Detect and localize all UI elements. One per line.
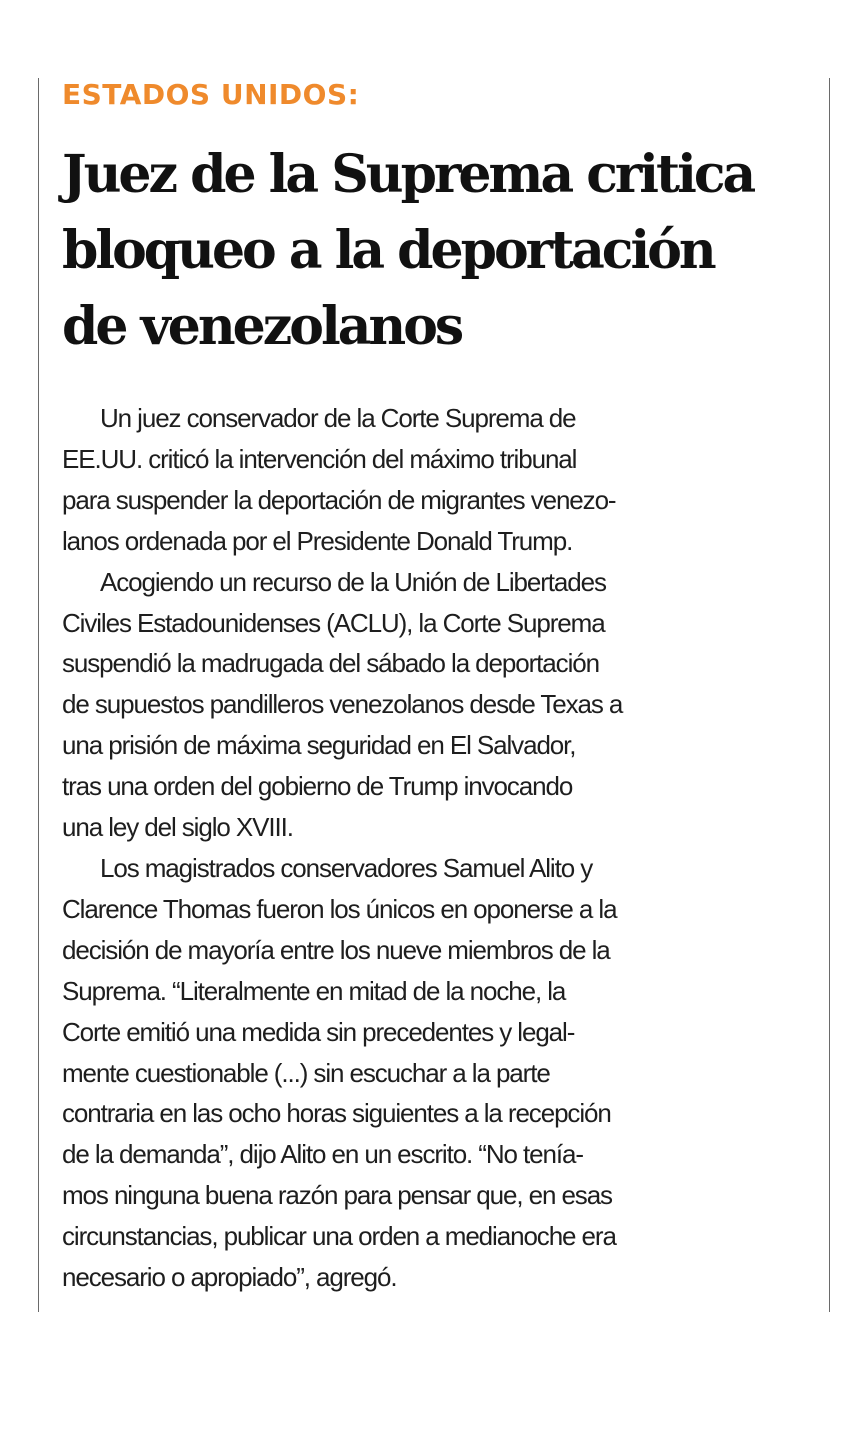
body-line: Un juez conservador de la Corte Suprema de [100,403,576,433]
headline-line: Juez de la Suprema critica [62,144,754,205]
body-line: de la demanda”, dijo Alito en un escrito. “No tenía- [62,1139,583,1170]
body-line: para suspender la deportación de migrantes venezo- [62,484,616,515]
body-line: suspendió la madrugada del sábado la deportación [62,648,599,679]
body-line: decisión de mayoría entre los nueve miembros de la [62,934,610,965]
body-line: Corte emitió una medida sin precedentes y legal- [62,1016,575,1047]
body-line: mente cuestionable (...) sin escuchar a la parte [62,1057,550,1088]
body-line: Clarence Thomas fueron los únicos en oponerse a la [62,893,617,924]
body-line: lanos ordenada por el Presidente Donald Trump. [62,525,573,556]
body-line: circunstancias, publicar una orden a medianoche era [62,1221,616,1252]
body-line: mos ninguna buena razón para pensar que, en esas [62,1180,612,1211]
body-line: tras una orden del gobierno de Trump invocando [62,771,573,802]
body-paragraph-3 [62,848,814,1298]
body-line: Civiles Estadounidenses (ACLU), la Corte Suprema [62,607,605,638]
body-line: Los magistrados conservadores Samuel Alito y [100,852,593,883]
body-line: una prisión de máxima seguridad en El Salvador, [62,730,576,761]
body-paragraph-2 [62,562,814,848]
body-line: de supuestos pandilleros venezolanos desde Texas a [62,689,623,720]
column-rule-right [829,78,830,1312]
column-rule-left [38,78,39,1312]
headline-line: de venezolanos [62,296,462,357]
body-line: EE.UU. criticó la intervención del máximo tribunal [62,443,577,474]
body-line: una ley del siglo XVIII. [62,812,293,843]
body-line: Acogiendo un recurso de la Unión de Libertades [100,566,606,597]
news-article [62,70,814,1298]
body-line: necesario o apropiado”, agregó. [62,1262,397,1293]
article-headline [62,137,814,365]
article-body [62,398,814,1298]
section-kicker: ESTADOS UNIDOS: [62,78,360,111]
headline-line: bloqueo a la deportación [62,220,714,281]
body-line: contraria en las ocho horas siguientes a la recepción [62,1098,611,1129]
body-paragraph-1 [62,398,814,562]
body-line: Suprema. “Literalmente en mitad de la noche, la [62,975,566,1006]
